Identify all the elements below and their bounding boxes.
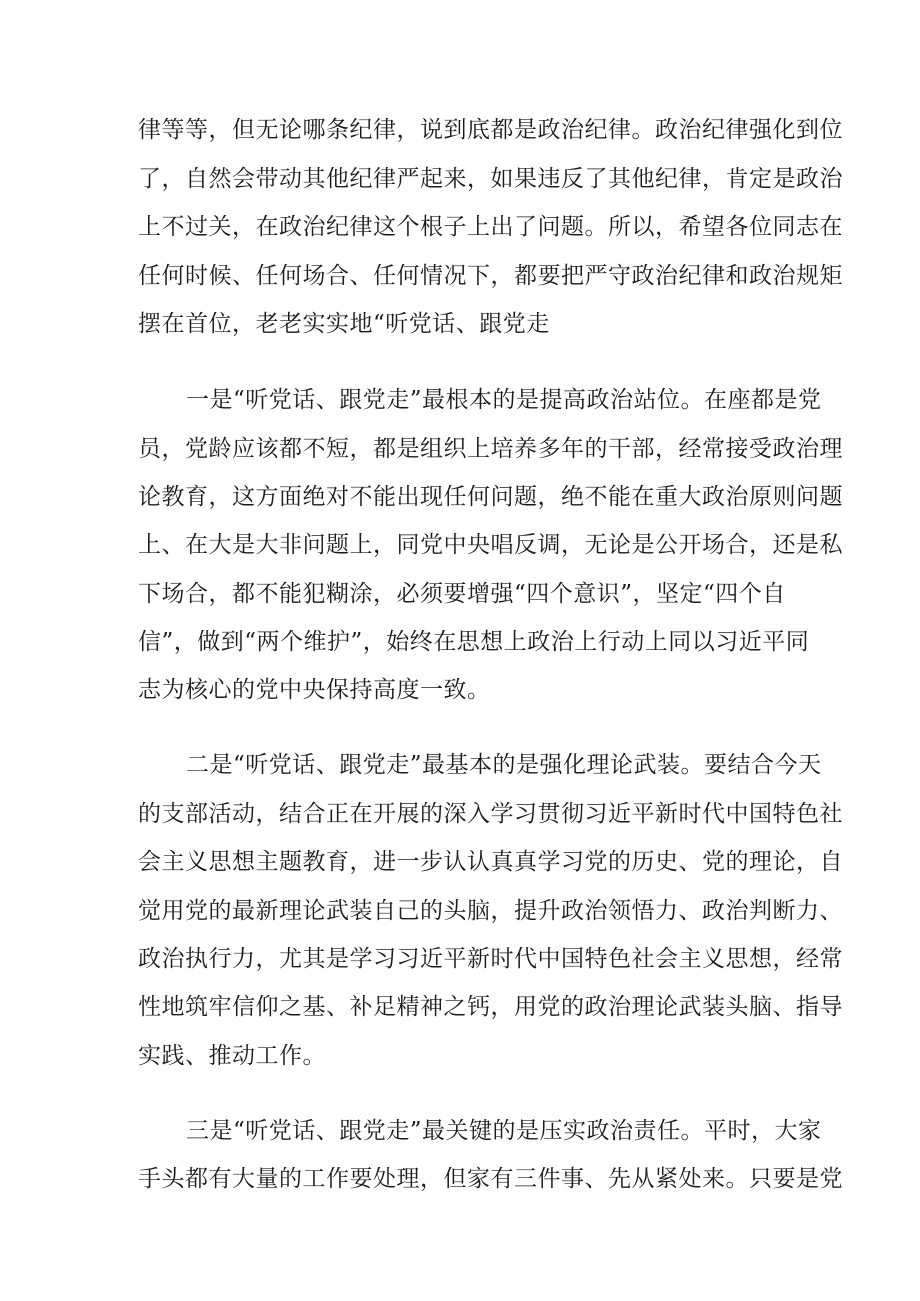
text-line: 了，自然会带动其他纪律严起来，如果违反了其他纪律，肯定是政治 [138, 166, 843, 192]
text-line: 手头都有大量的工作要处理，但家有三件事、先从紧处来。只要是党 [138, 1166, 843, 1192]
text-line: 律等等，但无论哪条纪律，说到底都是政治纪律。政治纪律强化到位 [138, 117, 843, 143]
text-line: 的支部活动，结合正在开展的深入学习贯彻习近平新时代中国特色社 [138, 801, 843, 827]
text-line: 员，党龄应该都不短，都是组织上培养多年的干部，经常接受政治理 [138, 436, 843, 462]
text-line: 上、在大是大非问题上，同党中央唱反调，无论是公开场合，还是私 [138, 532, 843, 558]
text-line: 实践、推动工作。 [138, 1043, 326, 1069]
text-line: 三是“听党话、跟党走”最关键的是压实政治责任。平时，大家 [186, 1118, 822, 1144]
text-line: 二是“听党话、跟党走”最基本的是强化理论武装。要结合今天 [186, 752, 822, 778]
text-line: 下场合，都不能犯糊涂，必须要增强“四个意识”，坚定“四个自 [138, 581, 786, 607]
text-line: 一是“听党话、跟党走”最根本的是提高政治站位。在座都是党 [186, 387, 822, 413]
text-line: 摆在首位，老老实实地“听党话、跟党走 [138, 311, 550, 337]
text-line: 信”，做到“两个维护”，始终在思想上政治上行动上同以习近平同 [138, 629, 810, 655]
text-line: 论教育，这方面绝对不能出现任何问题，绝不能在重大政治原则问题 [138, 484, 843, 510]
text-line: 任何时候、任何场合、任何情况下，都要把严守政治纪律和政治规矩 [138, 263, 843, 289]
text-line: 性地筑牢信仰之基、补足精神之钙，用党的政治理论武装头脑、指导 [138, 994, 843, 1020]
text-line: 政治执行力，尤其是学习习近平新时代中国特色社会主义思想，经常 [138, 946, 843, 972]
text-line: 志为核心的党中央保持高度一致。 [138, 677, 491, 703]
text-line: 会主义思想主题教育，进一步认认真真学习党的历史、党的理论，自 [138, 849, 843, 875]
text-line: 觉用党的最新理论武装自己的头脑，提升政治领悟力、政治判断力、 [138, 898, 843, 924]
text-line: 上不过关，在政治纪律这个根子上出了问题。所以，希望各位同志在 [138, 214, 843, 240]
